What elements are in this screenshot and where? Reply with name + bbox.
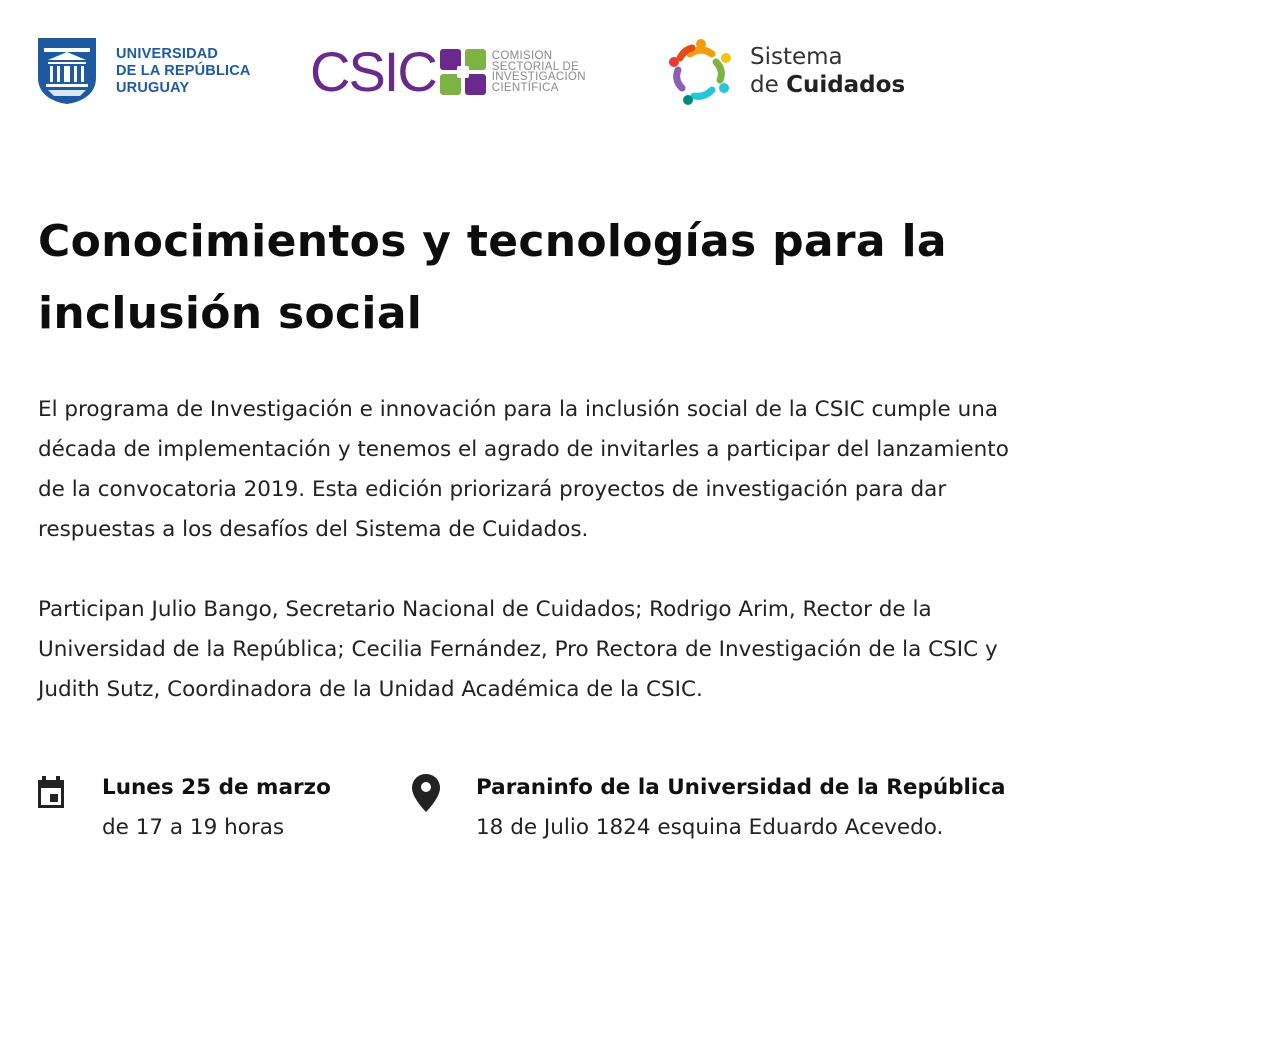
udelar-wordmark <box>116 46 251 97</box>
csic-squares-icon <box>440 49 486 95</box>
intro-paragraph: El programa de Investigación e innovación para la inclusión social de la CSIC cumple una década de implementación y tenemos el agrado de invitarles a participar del lanzamiento de la convocatoria 2019. Esta edición priorizará proyectos de investigación para dar respuestas a los desafíos del Sistema de Cuidados. <box>38 397 1009 542</box>
sistema-line-2-prefix: de <box>750 72 787 98</box>
logo-bar <box>38 36 938 108</box>
event-date-detail: de 17 a 19 horas <box>102 815 285 840</box>
csic-sub-4: CIENTÍFICA <box>491 81 559 94</box>
csic-sub-1: COMISION <box>491 50 553 62</box>
sistema-cuidados-wordmark <box>750 43 905 99</box>
people-circle-icon <box>666 36 736 106</box>
event-date <box>36 768 331 848</box>
sistema-cuidados-logo <box>666 36 905 106</box>
location-pin-icon <box>410 768 444 812</box>
university-building-icon <box>38 38 96 104</box>
udelar-logo <box>38 38 251 104</box>
csic-subtitle <box>492 51 586 93</box>
event-place-heading: Paraninfo de la Universidad de la República <box>476 775 1006 800</box>
csic-sub-3: INVESTIGACIÓN <box>491 71 586 83</box>
csic-wordmark: CSIC <box>310 40 436 103</box>
participants-paragraph: Participan Julio Bango, Secretario Nacional de Cuidados; Rodrigo Arim, Rector de la Universidad de la República; Cecilia Fernández, Pro Rectora de Investigación de la CSIC y Judith Sutz, Coordinadora de la Unidad Académica de la CSIC. <box>38 597 998 702</box>
event-place <box>410 768 1006 848</box>
event-place-detail: 18 de Julio 1824 esquina Eduardo Acevedo. <box>476 815 944 840</box>
udelar-line-3: URUGUAY <box>116 79 190 96</box>
udelar-line-1: UNIVERSIDAD <box>116 45 219 62</box>
page-title: Conocimientos y tecnologías para la inclusión social <box>38 216 947 339</box>
event-date-heading: Lunes 25 de marzo <box>102 775 331 800</box>
csic-logo <box>310 40 586 103</box>
udelar-line-2: DE LA REPÚBLICA <box>116 62 251 79</box>
csic-sub-2: SECTORIAL DE <box>491 60 580 73</box>
sistema-line-1: Sistema <box>750 44 843 70</box>
sistema-line-2-bold: Cuidados <box>786 72 906 98</box>
calendar-icon <box>36 768 70 812</box>
sistema-line-2 <box>750 71 905 99</box>
